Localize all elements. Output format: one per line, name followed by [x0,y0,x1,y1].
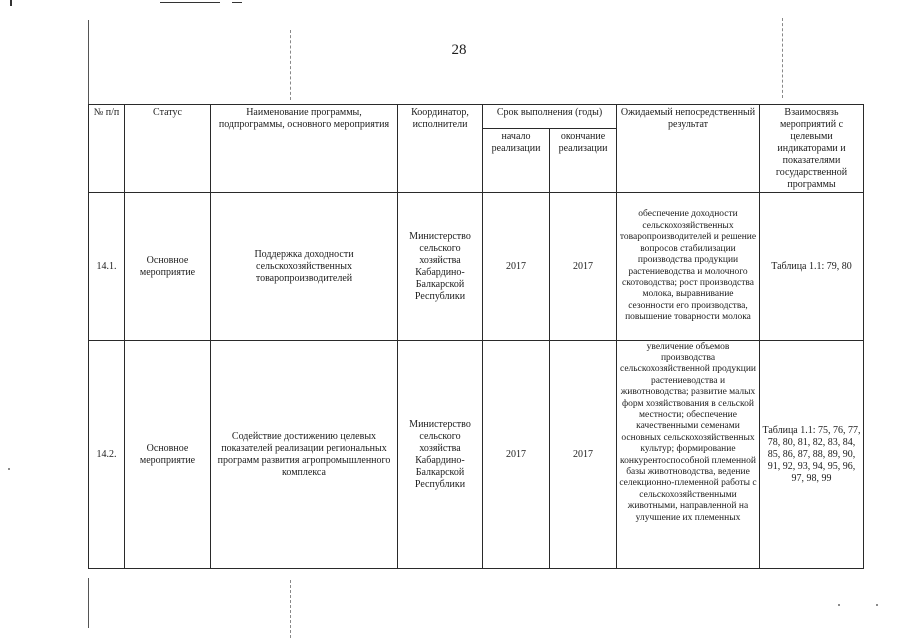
scan-mark [10,0,12,6]
row-measure-name: Содействие достижению целевых показателей реализации региональных программ развития агропромышленного комплекса [211,341,398,569]
row-expected-result-cell [617,341,760,569]
header-num: № п/п [89,105,125,193]
scan-edge-line [88,578,89,628]
row-indicator-links: Таблица 1.1: 75, 76, 77, 78, 80, 81, 82, 83, 84, 85, 86, 87, 88, 89, 90, 91, 92, 93, 94, 95, 96, 97, 98, 99 [760,341,864,569]
scan-edge-line [88,20,89,104]
row-start-year: 2017 [483,193,550,341]
scan-dot [8,468,10,470]
header-period-end: окончание реализации [550,129,617,193]
header-period-start: начало реализации [483,129,550,193]
table-row [89,193,864,341]
header-coordinator: Координатор, исполнители [398,105,483,193]
table-row [89,341,864,569]
header-result: Ожидаемый непосредственный результат [617,105,760,193]
scan-fold-line [782,18,784,98]
row-measure-name: Поддержка доходности сельскохозяйственных товаропроизводителей [211,193,398,341]
row-coordinator: Министерство сельского хозяйства Кабардино-Балкарской Республики [398,341,483,569]
row-status: Основное мероприятие [125,341,211,569]
scan-fold-line [290,30,292,100]
scan-dot [838,604,840,606]
scan-mark [160,2,220,3]
scan-fold-line [290,580,292,638]
header-name: Наименование программы, подпрограммы, основного мероприятия [211,105,398,193]
row-end-year: 2017 [550,341,617,569]
row-number: 14.1. [89,193,125,341]
page-number: 28 [451,42,467,58]
row-status: Основное мероприятие [125,193,211,341]
header-links: Взаимосвязь мероприятий с целевыми индикаторами и показателями государственной программы [760,105,864,193]
row-number: 14.2. [89,341,125,569]
scan-dot [876,604,878,606]
row-indicator-links: Таблица 1.1: 79, 80 [760,193,864,341]
row-expected-result: увеличение объемов производства сельскохозяйственной продукции растениеводства и животноводства; развитие малых форм хозяйствования в сельской местности; обеспечение качественными семенами основных сельскохозяйственных культур; формирование конкурентоспособной племенной базы животноводства, ведение селекционно-племенной работы с сельскохозяйственными животными, направленной на улучшение их племенных [619,341,757,523]
header-period: Срок выполнения (годы) [483,105,617,129]
row-coordinator: Министерство сельского хозяйства Кабардино-Балкарской Республики [398,193,483,341]
row-end-year: 2017 [550,193,617,341]
row-start-year: 2017 [483,341,550,569]
header-status: Статус [125,105,211,193]
program-measures-table [88,104,864,569]
scan-mark [232,2,242,3]
row-expected-result: обеспечение доходности сельскохозяйственных товаропроизводителей и решение вопросов стабилизации производства продукции растениеводства и молочного скотоводства; рост производства молока, выравнивание сезонности его производства, повышение товарности молока [617,193,760,341]
